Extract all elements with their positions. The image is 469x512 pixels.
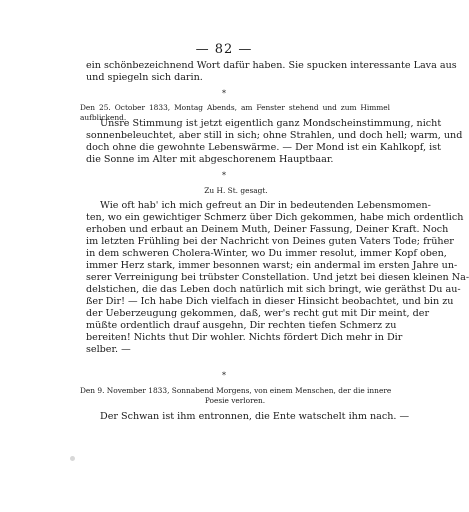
entry-heading: Zu H. St. gesagt. (204, 186, 268, 195)
text-line: Den 9. November 1833, Sonnabend Morgens, von einem Menschen, der die innere (80, 386, 392, 395)
text-line: Wie oft hab' ich mich gefreut an Dir in bedeutenden Lebensmomen- (100, 200, 431, 211)
text-line: Poesie verloren. (204, 396, 266, 405)
page-number: — 82 — (195, 42, 253, 57)
text-line: doch ohne die gewohnte Lebenswärme. — Der Mond ist ein Kahlkopf, ist (86, 142, 441, 153)
text-line: erhoben und erbaut an Deinem Muth, Deiner Fassung, Deiner Kraft. Noch (86, 224, 449, 235)
text-line: und spiegeln sich darin. (86, 72, 203, 83)
text-line: ten, wo ein gewichtiger Schmerz über Dich gekommen, habe mich ordentlich (86, 212, 464, 223)
section-separator: * (222, 171, 226, 180)
entry-heading (80, 386, 390, 406)
text-line: ßer Dir! — Ich habe Dich vielfach in dieser Hinsicht beobachtet, und bin zu (86, 296, 454, 307)
diary-paragraph (86, 200, 469, 356)
text-line: immer Herz stark, immer besonnen warst; ein andermal im ersten Jahre un- (86, 260, 458, 271)
paper-blemish (70, 456, 75, 461)
section-separator: * (222, 371, 226, 380)
text-line: in dem schweren Cholera-Winter, wo Du immer resolut, immer Kopf oben, (86, 248, 447, 259)
text-line: der Ueberzeugung gekommen, daß, wer's recht gut mit Dir meint, der (86, 308, 430, 319)
section-separator: * (222, 89, 226, 98)
text-line: müßte ordentlich drauf ausgehn, Dir rechten tiefen Schmerz zu (86, 320, 397, 331)
text-line: Der Schwan ist ihm entronnen, die Ente watschelt ihm nach. — (100, 411, 410, 422)
text-line: Unsre Stimmung ist jetzt eigentlich ganz Mondscheinstimmung, nicht (100, 118, 442, 129)
text-line: sonnenbeleuchtet, aber still in sich; ohne Strahlen, und doch hell; warm, und (86, 130, 463, 141)
text-line: ein schönbezeichnend Wort dafür haben. Sie spucken interessante Lava aus (86, 60, 457, 71)
text-line: serer Verreinigung bei trübster Constellation. Und jetzt bei diesen kleinen Na- (86, 272, 469, 283)
text-line: selber. — (86, 344, 131, 355)
text-line: die Sonne im Alter mit abgeschorenem Hauptbaar. (86, 154, 334, 165)
diary-paragraph (86, 118, 463, 166)
paragraph-continued (86, 60, 457, 84)
text-line: delstichen, die das Leben doch natürlich mit sich bringt, wie geräthst Du au- (86, 284, 461, 295)
text-line: bereiten! Nichts thut Dir wohler. Nichts fördert Dich mehr in Dir (86, 332, 403, 343)
diary-paragraph (86, 411, 410, 423)
text-line: im letzten Frühling bei der Nachricht von Deines guten Vaters Tode; früher (86, 236, 454, 247)
entry-heading: Den 25. October 1833, Montag Abends, am Fenster stehend und zum Himmel aufblickend. (80, 103, 390, 122)
